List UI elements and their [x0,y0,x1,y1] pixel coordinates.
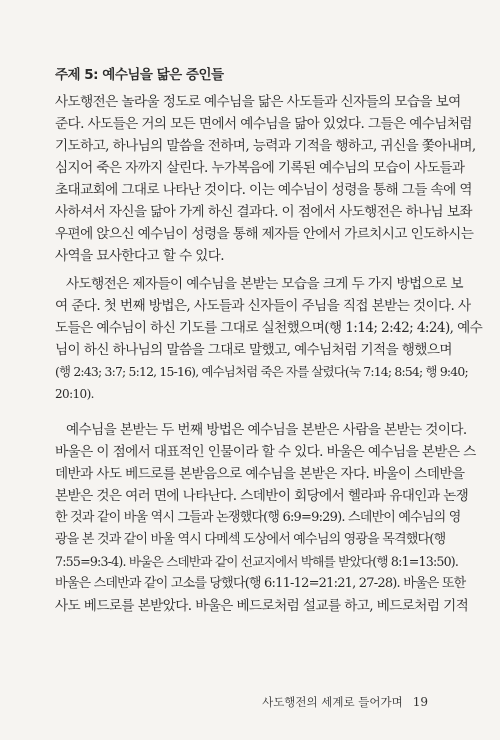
running-title: 사도행전의 세계로 들어가며 [262,695,403,709]
page-number: 19 [412,695,428,709]
body-line: 사도 베드로를 본받았다. 바울은 베드로처럼 설교를 하고, 베드로처럼 기적 [55,598,469,614]
body-line: 본받은 것은 여러 면에 나타난다. 스데반이 회당에서 헬라파 유대인과 논쟁 [55,488,469,504]
body-line: 도들은 예수님이 하신 기도를 그대로 실천했으며(행 1:14; 2:42; 4:24), 예수 [55,320,483,336]
body-line: 초대교회에 그대로 나타난 것이다. 이는 예수님이 성령을 통해 그들 속에 역 [55,182,472,198]
body-line: 데반과 사도 베드로를 본받음으로 예수님을 본받은 자다. 바울이 스데반을 [55,466,465,482]
body-line: 예수님을 본받는 두 번째 방법은 예수님을 본받은 사람을 본받는 것이다. [66,422,467,438]
body-line: 심지어 죽은 자까지 살린다. 누가복음에 기록된 예수님의 모습이 사도들과 [55,160,465,176]
body-line: 7:55=9:3-4). 바울은 스데반과 같이 선교지에서 박해를 받았다(행 8:1=13:50). [55,554,459,569]
page-footer [262,694,428,710]
body-line: 여 준다. 첫 번째 방법은, 사도들과 신자들이 주님을 직접 본받는 것이다. 사 [55,298,471,314]
body-line: 준다. 사도들은 거의 모든 면에서 예수님을 닮아 있었다. 그들은 예수님처럼 [55,116,472,132]
section-heading: 주제 5: 예수님을 닮은 증인들 [55,67,224,83]
body-line: 우편에 앉으신 예수님이 성령을 통해 제자들 안에서 가르치시고 인도하시는 [55,226,474,242]
body-line: 바울은 스데반과 같이 고소를 당했다(행 6:11-12=21:21, 27-28). 바울은 또한 [55,576,466,591]
body-line: 사역을 묘사한다고 할 수 있다. [55,248,224,264]
body-line: 사도행전은 제자들이 예수님을 본받는 모습을 크게 두 가지 방법으로 보 [66,276,463,292]
body-line: 광을 본 것과 같이 바울 역시 다메섹 도상에서 예수님의 영광을 목격했다(행 [55,532,446,547]
body-line: (행 2:43; 3:7; 5:12, 15-16), 예수님처럼 죽은 자를 살렸다(눅 7:14; 8:54; 행 9:40; [55,364,468,379]
body-line: 사도행전은 놀라울 정도로 예수님을 닮은 사도들과 신자들의 모습을 보여 [55,94,461,110]
body-line: 20:10). [55,387,94,401]
body-line: 님이 하신 하나님의 말씀을 그대로 말했고, 예수님처럼 기적을 행했으며 [55,342,452,358]
body-line: 사하셔서 자신을 닮아 가게 하신 결과다. 이 점에서 사도행전은 하나님 보좌 [55,204,472,220]
body-line: 기도하고, 하나님의 말씀을 전하며, 능력과 기적을 행하고, 귀신을 쫓아내며, [55,138,476,154]
body-line: 한 것과 같이 바울 역시 그들과 논쟁했다(행 6:9=9:29). 스데반이 예수님의 영 [55,510,461,525]
body-line: 바울은 이 점에서 대표적인 인물이라 할 수 있다. 바울은 예수님을 본받은 스 [55,444,476,460]
